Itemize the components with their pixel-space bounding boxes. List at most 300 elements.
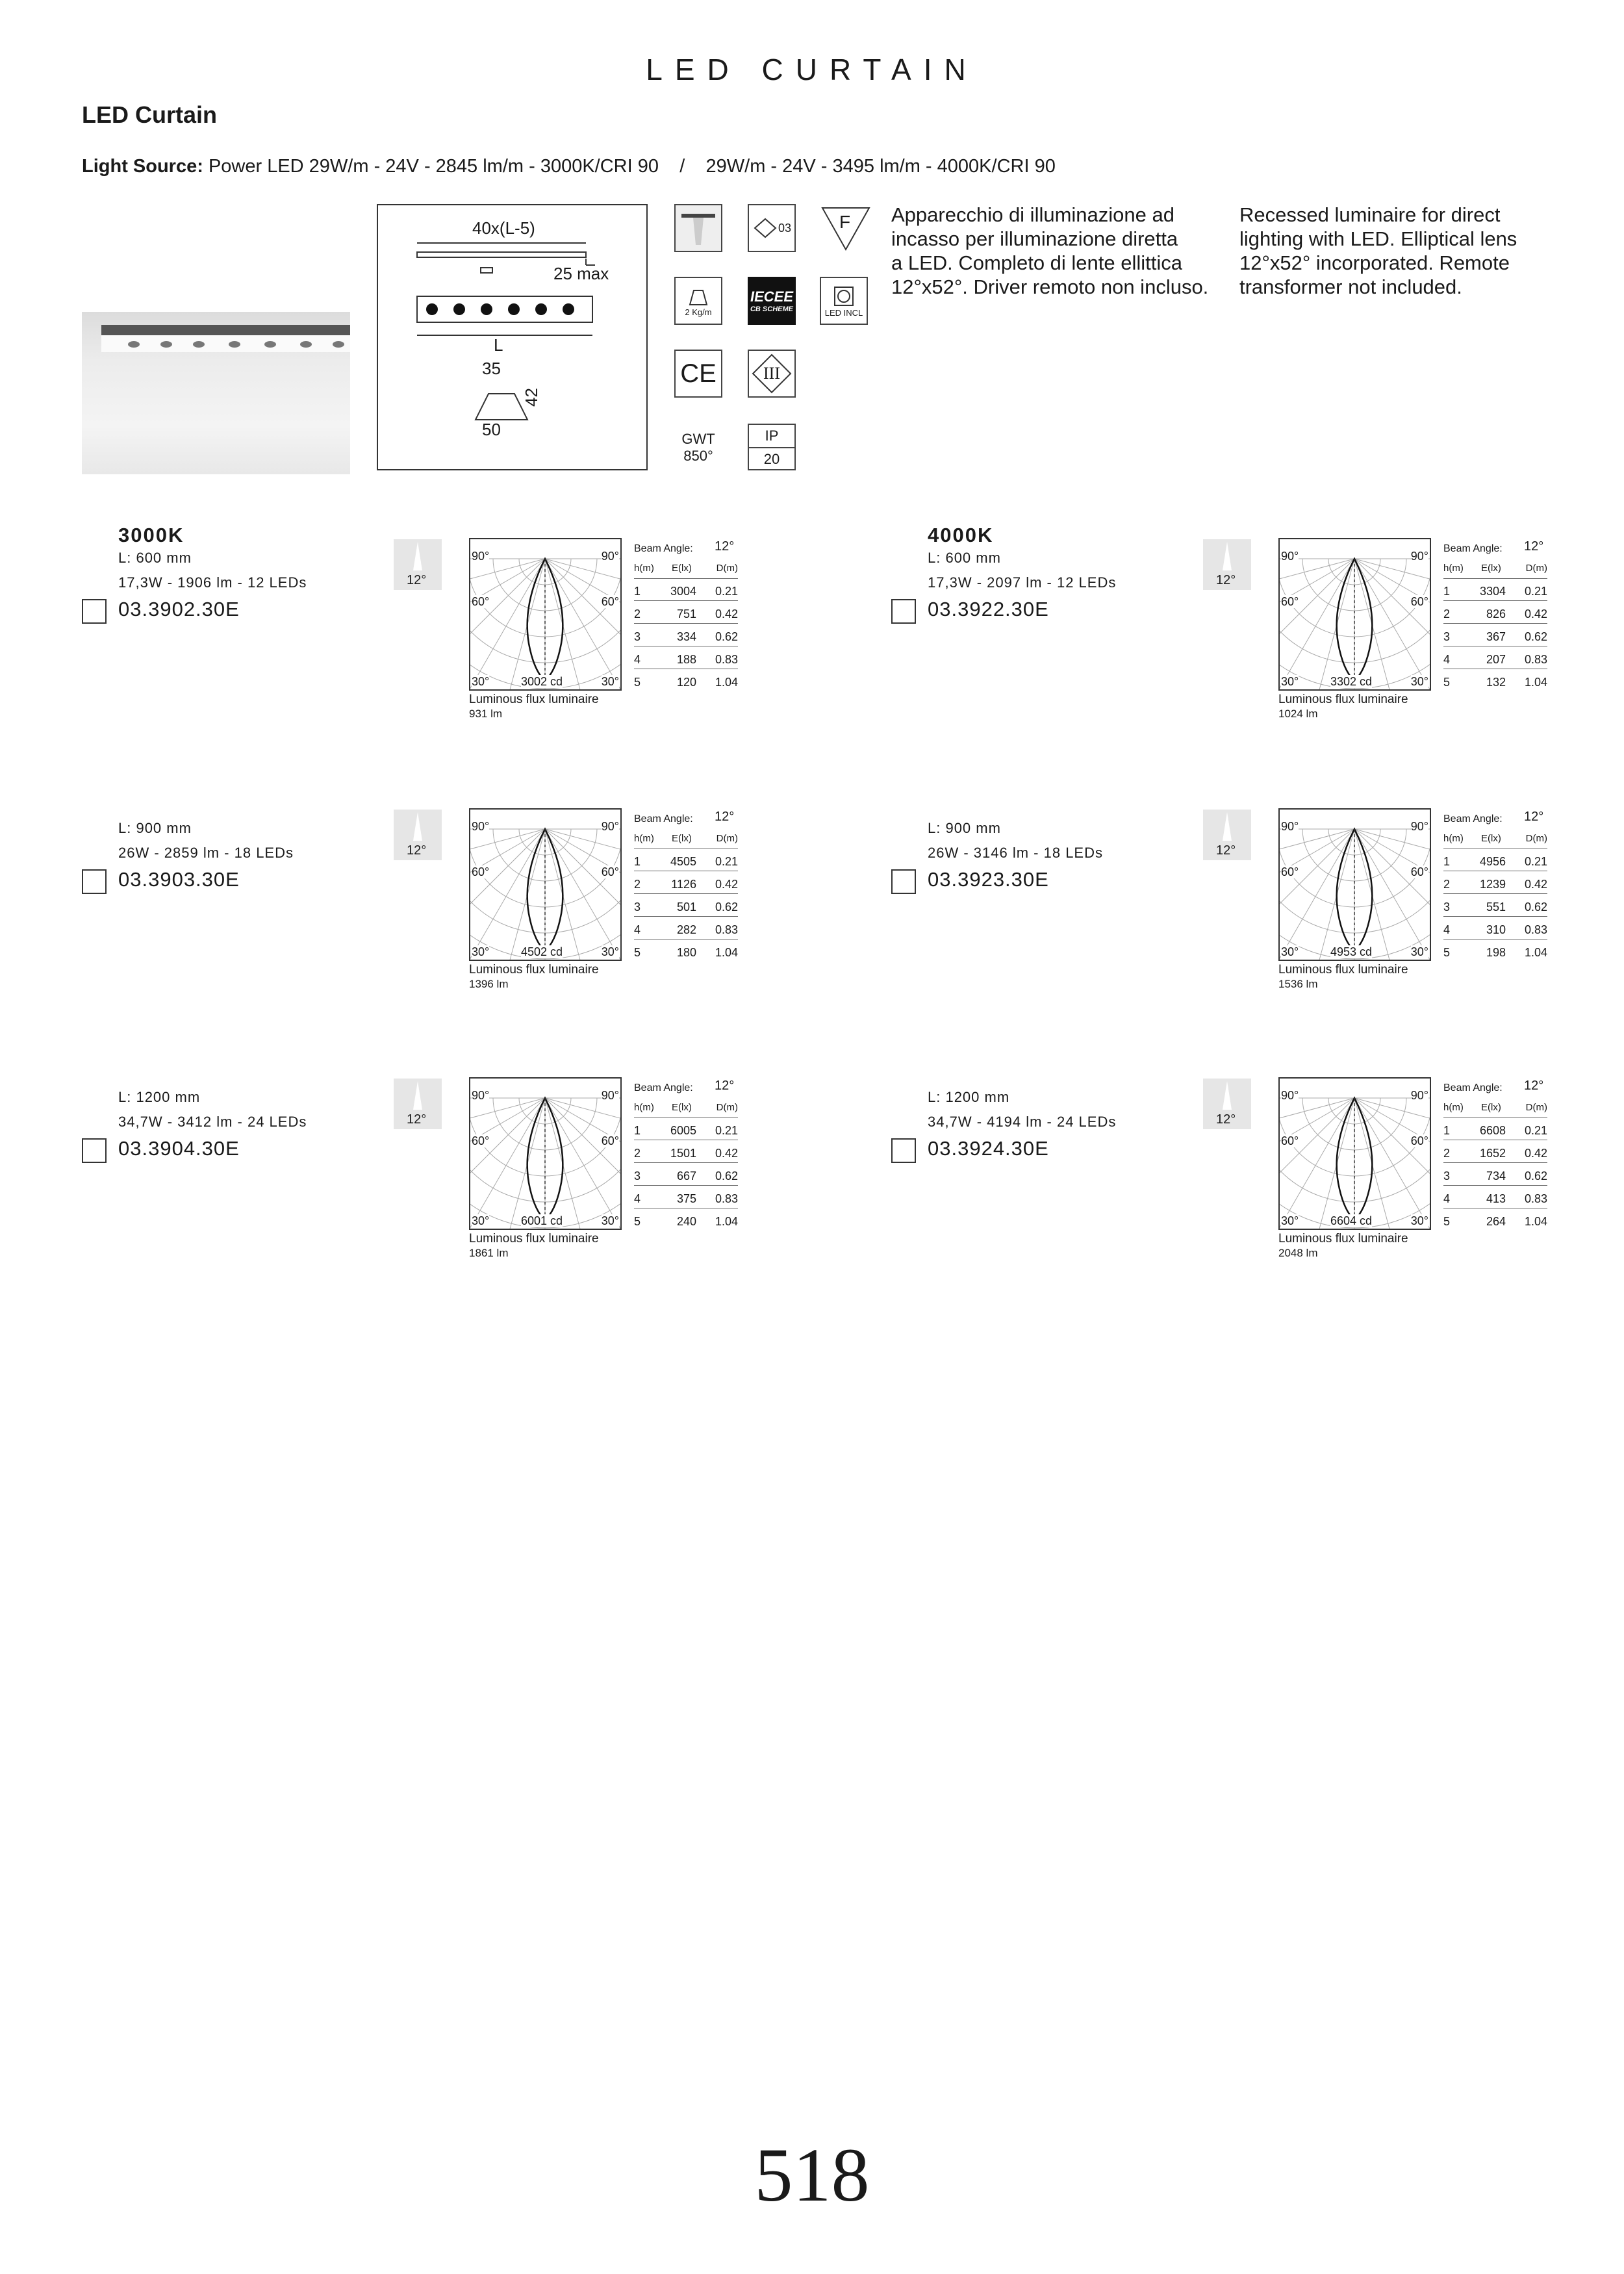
beam-angle-icon [1203,1079,1251,1129]
polar-label-60-right: 60° [1410,1134,1428,1147]
row-diameter: 0.83 [715,923,738,936]
f-mark-icon [820,204,872,252]
row-illuminance: 413 [1486,1192,1506,1205]
table-row [634,1188,738,1208]
col-header-d: D(m) [1525,833,1547,844]
select-checkbox[interactable] [82,869,107,894]
row-diameter: 0.62 [715,630,738,643]
product-length: L: 900 mm [928,820,1001,836]
row-diameter: 0.21 [715,855,738,868]
col-header-d: D(m) [716,833,738,844]
table-header-row [634,1098,738,1118]
weight-bag-icon [687,285,709,307]
table-row [1443,1211,1547,1231]
row-illuminance: 180 [676,946,696,959]
photometric-table [1443,808,1547,977]
col-header-e: E(lx) [672,833,692,844]
iecee-icon [748,277,796,325]
table-row [634,626,738,646]
polar-grid [1280,1079,1430,1229]
beam-angle-value: 12° [407,573,427,587]
dim-length: L [494,335,503,355]
desc-it-line: a LED. Completo di lente ellittica [891,251,1183,274]
polar-label-30-left: 30° [1281,1214,1299,1227]
table-row [1443,874,1547,894]
polar-label-90-right: 90° [601,820,619,833]
row-illuminance: 188 [676,653,696,666]
polar-label-60-right: 60° [601,595,619,608]
product-code: 03.3924.30E [928,1137,1049,1160]
row-diameter: 0.21 [1524,1124,1547,1137]
gwt-value: 850° [683,448,713,464]
row-diameter: 0.83 [1524,1192,1547,1205]
polar-label-90-right: 90° [1410,820,1428,833]
table-header-row [634,559,738,579]
product-length: L: 600 mm [928,550,1001,566]
product-length: L: 1200 mm [118,1089,201,1105]
polar-label-60-left: 60° [1281,595,1299,608]
product-specs: 34,7W - 4194 lm - 24 LEDs [928,1114,1117,1130]
polar-label-90-left: 90° [1281,820,1299,833]
polar-grid [1280,810,1430,960]
product-photo [82,312,350,474]
beam-angle-number: 12° [1524,810,1544,824]
product-length: L: 600 mm [118,550,192,566]
desc-it-line: incasso per illuminazione diretta [891,227,1178,250]
table-row [634,919,738,939]
row-illuminance: 6005 [670,1124,696,1137]
beam-angle-icon [1203,810,1251,860]
row-height: 5 [1443,1215,1451,1228]
row-diameter: 1.04 [1524,676,1547,689]
light-source-text: Power LED 29W/m - 24V - 2845 lm/m - 3000K/CRI 90 / 29W/m - 24V - 3495 lm/m - 4000K/CRI 90 [208,156,1056,177]
table-row [1443,1120,1547,1140]
polar-label-90-right: 90° [601,550,619,563]
catalog-header-title: LED CURTAIN [646,53,978,86]
row-height: 2 [1443,607,1451,620]
photo-led-dots [82,312,350,474]
section-title-4000k: 4000K [928,524,994,546]
dimension-drawing [377,204,648,470]
iecee-text: IECEE [750,288,794,305]
row-diameter: 0.83 [715,1192,738,1205]
polar-grid [470,539,620,689]
polar-label-30-right: 30° [601,675,619,688]
beam-cone-icon [1203,1079,1251,1111]
polar-label-90-left: 90° [1281,550,1299,563]
row-diameter: 0.21 [715,585,738,598]
row-height: 3 [634,630,641,643]
row-height: 4 [634,653,641,666]
row-height: 5 [1443,676,1451,689]
table-row [634,1211,738,1231]
polar-label-30-right: 30° [601,945,619,958]
polar-diagram [469,1077,622,1230]
row-height: 1 [634,1124,641,1137]
luminous-flux-value: 1024 lm [1278,708,1318,720]
row-diameter: 0.62 [715,1169,738,1182]
dim-width-bottom: 50 [482,420,501,439]
row-height: 4 [1443,653,1451,666]
row-diameter: 1.04 [715,946,738,959]
beam-angle-label: Beam Angle: [1443,813,1503,824]
row-height: 2 [634,1147,641,1160]
weight-icon [674,277,722,325]
polar-label-90-right: 90° [601,1089,619,1102]
luminous-flux-value: 931 lm [469,708,503,720]
desc-en-line: lighting with LED. Elliptical lens [1239,227,1517,250]
row-diameter: 0.21 [1524,585,1547,598]
energy-value: 03 [778,221,792,235]
row-illuminance: 240 [676,1215,696,1228]
row-illuminance: 4956 [1479,855,1506,868]
row-diameter: 1.04 [1524,1215,1547,1228]
col-header-h: h(m) [634,1102,654,1113]
row-illuminance: 207 [1486,653,1506,666]
row-height: 4 [1443,1192,1451,1205]
row-illuminance: 1652 [1479,1147,1506,1160]
table-row [634,942,738,962]
select-checkbox[interactable] [891,1138,916,1163]
beam-angle-value: 12° [1216,1112,1236,1127]
luminous-flux-label: Luminous flux luminaire [1278,1232,1408,1246]
row-illuminance: 826 [1486,607,1506,620]
col-header-h: h(m) [1443,563,1464,574]
row-illuminance: 367 [1486,630,1506,643]
peak-candela: 6604 cd [1330,1214,1373,1227]
product-code: 03.3923.30E [928,868,1049,891]
photometric-table [634,1077,738,1246]
beam-angle-value: 12° [1216,843,1236,858]
peak-candela: 3302 cd [1330,675,1373,688]
row-height: 1 [1443,1124,1451,1137]
row-illuminance: 751 [676,607,696,620]
beam-angle-number: 12° [715,1079,735,1093]
luminous-flux-value: 1536 lm [1278,978,1318,990]
table-row [1443,649,1547,669]
row-diameter: 0.83 [1524,653,1547,666]
page-number: 518 [754,2132,870,2217]
product-specs: 17,3W - 1906 lm - 12 LEDs [118,574,307,591]
row-height: 1 [634,855,641,868]
beam-cone-icon [394,1079,442,1111]
row-diameter: 1.04 [715,676,738,689]
polar-label-60-left: 60° [1281,865,1299,878]
row-height: 4 [634,923,641,936]
row-diameter: 1.04 [1524,946,1547,959]
row-height: 5 [634,676,641,689]
row-height: 5 [634,946,641,959]
recessed-icon [674,204,722,252]
beam-angle-label: Beam Angle: [634,1082,693,1093]
beam-angle-value: 12° [407,1112,427,1127]
table-row [634,649,738,669]
polar-label-90-left: 90° [472,820,490,833]
table-header-row [1443,829,1547,849]
luminous-flux-label: Luminous flux luminaire [469,1232,599,1246]
polar-diagram [1278,808,1431,961]
row-illuminance: 132 [1486,676,1506,689]
row-height: 2 [634,878,641,891]
row-diameter: 0.21 [1524,855,1547,868]
luminous-flux-label: Luminous flux luminaire [1278,693,1408,706]
polar-grid [1280,539,1430,689]
row-diameter: 0.42 [715,1147,738,1160]
row-diameter: 0.62 [715,901,738,913]
col-header-e: E(lx) [1481,833,1501,844]
product-specs: 17,3W - 2097 lm - 12 LEDs [928,574,1117,591]
row-diameter: 0.83 [715,653,738,666]
beam-cone-icon [1203,810,1251,842]
polar-label-60-left: 60° [472,1134,490,1147]
row-height: 4 [1443,923,1451,936]
class-iii-icon [748,350,796,398]
dim-width-top: 35 [482,359,501,378]
polar-label-90-right: 90° [1410,550,1428,563]
polar-label-90-right: 90° [1410,1089,1428,1102]
product-code: 03.3904.30E [118,1137,240,1160]
polar-label-60-right: 60° [601,865,619,878]
photometric-table [634,808,738,977]
select-checkbox[interactable] [82,599,107,624]
table-row [1443,942,1547,962]
polar-diagram [1278,1077,1431,1230]
product-specs: 34,7W - 3412 lm - 24 LEDs [118,1114,307,1130]
col-header-e: E(lx) [1481,563,1501,574]
row-height: 3 [634,901,641,913]
col-header-d: D(m) [716,563,738,574]
row-height: 4 [634,1192,641,1205]
f-mark-letter: F [839,212,851,232]
row-diameter: 1.04 [715,1215,738,1228]
photometric-table [1443,538,1547,707]
table-row [634,897,738,917]
col-header-d: D(m) [1525,1102,1547,1113]
led-chip-icon [832,285,856,308]
beam-angle-number: 12° [715,539,735,554]
luminous-flux-value: 1861 lm [469,1247,509,1259]
row-height: 1 [634,585,641,598]
row-height: 3 [1443,630,1451,643]
row-illuminance: 120 [676,676,696,689]
beam-angle-label: Beam Angle: [634,813,693,824]
row-height: 3 [1443,1169,1451,1182]
table-row [1443,1143,1547,1163]
polar-label-30-right: 30° [1410,675,1428,688]
product-code: 03.3903.30E [118,868,240,891]
row-height: 3 [1443,901,1451,913]
polar-label-30-right: 30° [1410,945,1428,958]
col-header-d: D(m) [716,1102,738,1113]
product-length: L: 1200 mm [928,1089,1010,1105]
col-header-e: E(lx) [672,563,692,574]
polar-label-30-left: 30° [472,675,490,688]
row-illuminance: 4505 [670,855,696,868]
row-illuminance: 1126 [671,878,696,891]
col-header-e: E(lx) [1481,1102,1501,1113]
table-row [634,851,738,871]
row-illuminance: 310 [1486,923,1506,936]
beam-angle-value: 12° [407,843,427,858]
polar-label-30-left: 30° [1281,675,1299,688]
col-header-d: D(m) [1525,563,1547,574]
polar-grid [470,810,620,960]
table-row [634,1143,738,1163]
row-illuminance: 334 [676,630,696,643]
product-specs: 26W - 2859 lm - 18 LEDs [118,845,294,861]
polar-label-90-left: 90° [1281,1089,1299,1102]
polar-label-60-left: 60° [472,595,490,608]
col-header-e: E(lx) [672,1102,692,1113]
polar-label-30-left: 30° [472,1214,490,1227]
polar-label-60-right: 60° [601,1134,619,1147]
table-row [1443,897,1547,917]
table-row [634,1166,738,1186]
polar-label-30-right: 30° [1410,1214,1428,1227]
recessed-light-icon [679,209,718,248]
table-row [634,874,738,894]
beam-angle-number: 12° [1524,1079,1544,1093]
beam-angle-icon [394,1079,442,1129]
select-checkbox[interactable] [82,1138,107,1163]
gwt-icon [674,424,722,472]
product-length: L: 900 mm [118,820,192,836]
led-incl-icon [820,277,868,325]
dimension-lines [378,205,649,472]
product-code: 03.3902.30E [118,598,240,620]
polar-label-60-left: 60° [1281,1134,1299,1147]
row-illuminance: 3304 [1479,585,1506,598]
row-height: 1 [1443,855,1451,868]
table-row [1443,851,1547,871]
row-height: 3 [634,1169,641,1182]
row-illuminance: 6608 [1479,1124,1506,1137]
table-row [634,581,738,601]
energy-symbol-icon [752,215,778,241]
description-english [1239,203,1517,299]
dim-height: 42 [521,388,541,407]
row-height: 5 [634,1215,641,1228]
row-illuminance: 198 [1486,946,1506,959]
description-italian [891,203,1208,299]
row-illuminance: 734 [1486,1169,1506,1182]
row-illuminance: 282 [676,923,696,936]
polar-label-30-left: 30° [472,945,490,958]
col-header-h: h(m) [634,833,654,844]
table-row [1443,672,1547,691]
desc-en-line: 12°x52° incorporated. Remote [1239,251,1510,274]
weight-value: 2 Kg/m [685,307,712,317]
table-header-row [1443,1098,1547,1118]
beam-angle-number: 12° [715,810,735,824]
class-iii-text: III [763,364,780,383]
dim-max: 25 max [553,264,609,283]
beam-angle-icon [394,539,442,590]
col-header-h: h(m) [634,563,654,574]
ip-value: 20 [763,451,780,467]
table-row [1443,1166,1547,1186]
row-diameter: 0.42 [715,607,738,620]
beam-angle-label: Beam Angle: [1443,1082,1503,1093]
table-row [634,604,738,624]
row-height: 2 [1443,878,1451,891]
row-height: 1 [1443,585,1451,598]
product-code: 03.3922.30E [928,598,1049,620]
table-row [1443,626,1547,646]
beam-cone-icon [1203,539,1251,572]
led-incl-text: LED INCL [824,307,863,318]
polar-label-30-left: 30° [1281,945,1299,958]
table-header-row [1443,559,1547,579]
product-specs: 26W - 3146 lm - 18 LEDs [928,845,1103,861]
peak-candela: 3002 cd [521,675,563,688]
peak-candela: 4953 cd [1330,945,1373,958]
dim-pitch: 40x(L-5) [472,218,535,238]
desc-it-line: 12°x52°. Driver remoto non incluso. [891,275,1209,298]
iecee-sub: CB SCHEME [750,305,793,313]
table-row [634,1120,738,1140]
polar-grid [470,1079,620,1229]
luminous-flux-label: Luminous flux luminaire [469,963,599,977]
select-checkbox[interactable] [891,869,916,894]
table-row [1443,604,1547,624]
beam-angle-value: 12° [1216,573,1236,587]
luminous-flux-value: 2048 lm [1278,1247,1318,1259]
polar-diagram [1278,538,1431,691]
beam-angle-icon [394,810,442,860]
row-height: 5 [1443,946,1451,959]
row-diameter: 0.62 [1524,901,1547,913]
desc-it-line: Apparecchio di illuminazione ad [891,203,1174,226]
gwt-label: GWT [681,431,715,447]
table-header-row [634,829,738,849]
row-height: 2 [1443,1147,1451,1160]
polar-label-30-right: 30° [601,1214,619,1227]
desc-en-line: Recessed luminaire for direct [1239,203,1501,226]
polar-diagram [469,808,622,961]
beam-angle-number: 12° [1524,539,1544,554]
row-illuminance: 264 [1486,1215,1506,1228]
row-diameter: 0.42 [715,878,738,891]
energy-class-icon [748,204,796,252]
polar-label-60-right: 60° [1410,865,1428,878]
row-illuminance: 551 [1486,901,1506,913]
row-diameter: 0.42 [1524,607,1547,620]
table-row [1443,1188,1547,1208]
table-row [1443,919,1547,939]
select-checkbox[interactable] [891,599,916,624]
row-illuminance: 375 [676,1192,696,1205]
polar-label-90-left: 90° [472,1089,490,1102]
ip-icon [748,424,796,470]
photometric-table [634,538,738,707]
peak-candela: 4502 cd [521,945,563,958]
peak-candela: 6001 cd [521,1214,563,1227]
row-diameter: 0.21 [715,1124,738,1137]
photometric-table [1443,1077,1547,1246]
row-illuminance: 667 [676,1169,696,1182]
section-title-3000k: 3000K [118,524,184,546]
polar-diagram [469,538,622,691]
polar-label-60-right: 60° [1410,595,1428,608]
polar-label-60-left: 60° [472,865,490,878]
row-diameter: 0.62 [1524,1169,1547,1182]
beam-angle-label: Beam Angle: [1443,543,1503,554]
col-header-h: h(m) [1443,1102,1464,1113]
row-diameter: 0.83 [1524,923,1547,936]
desc-en-line: transformer not included. [1239,275,1462,298]
beam-angle-icon [1203,539,1251,590]
